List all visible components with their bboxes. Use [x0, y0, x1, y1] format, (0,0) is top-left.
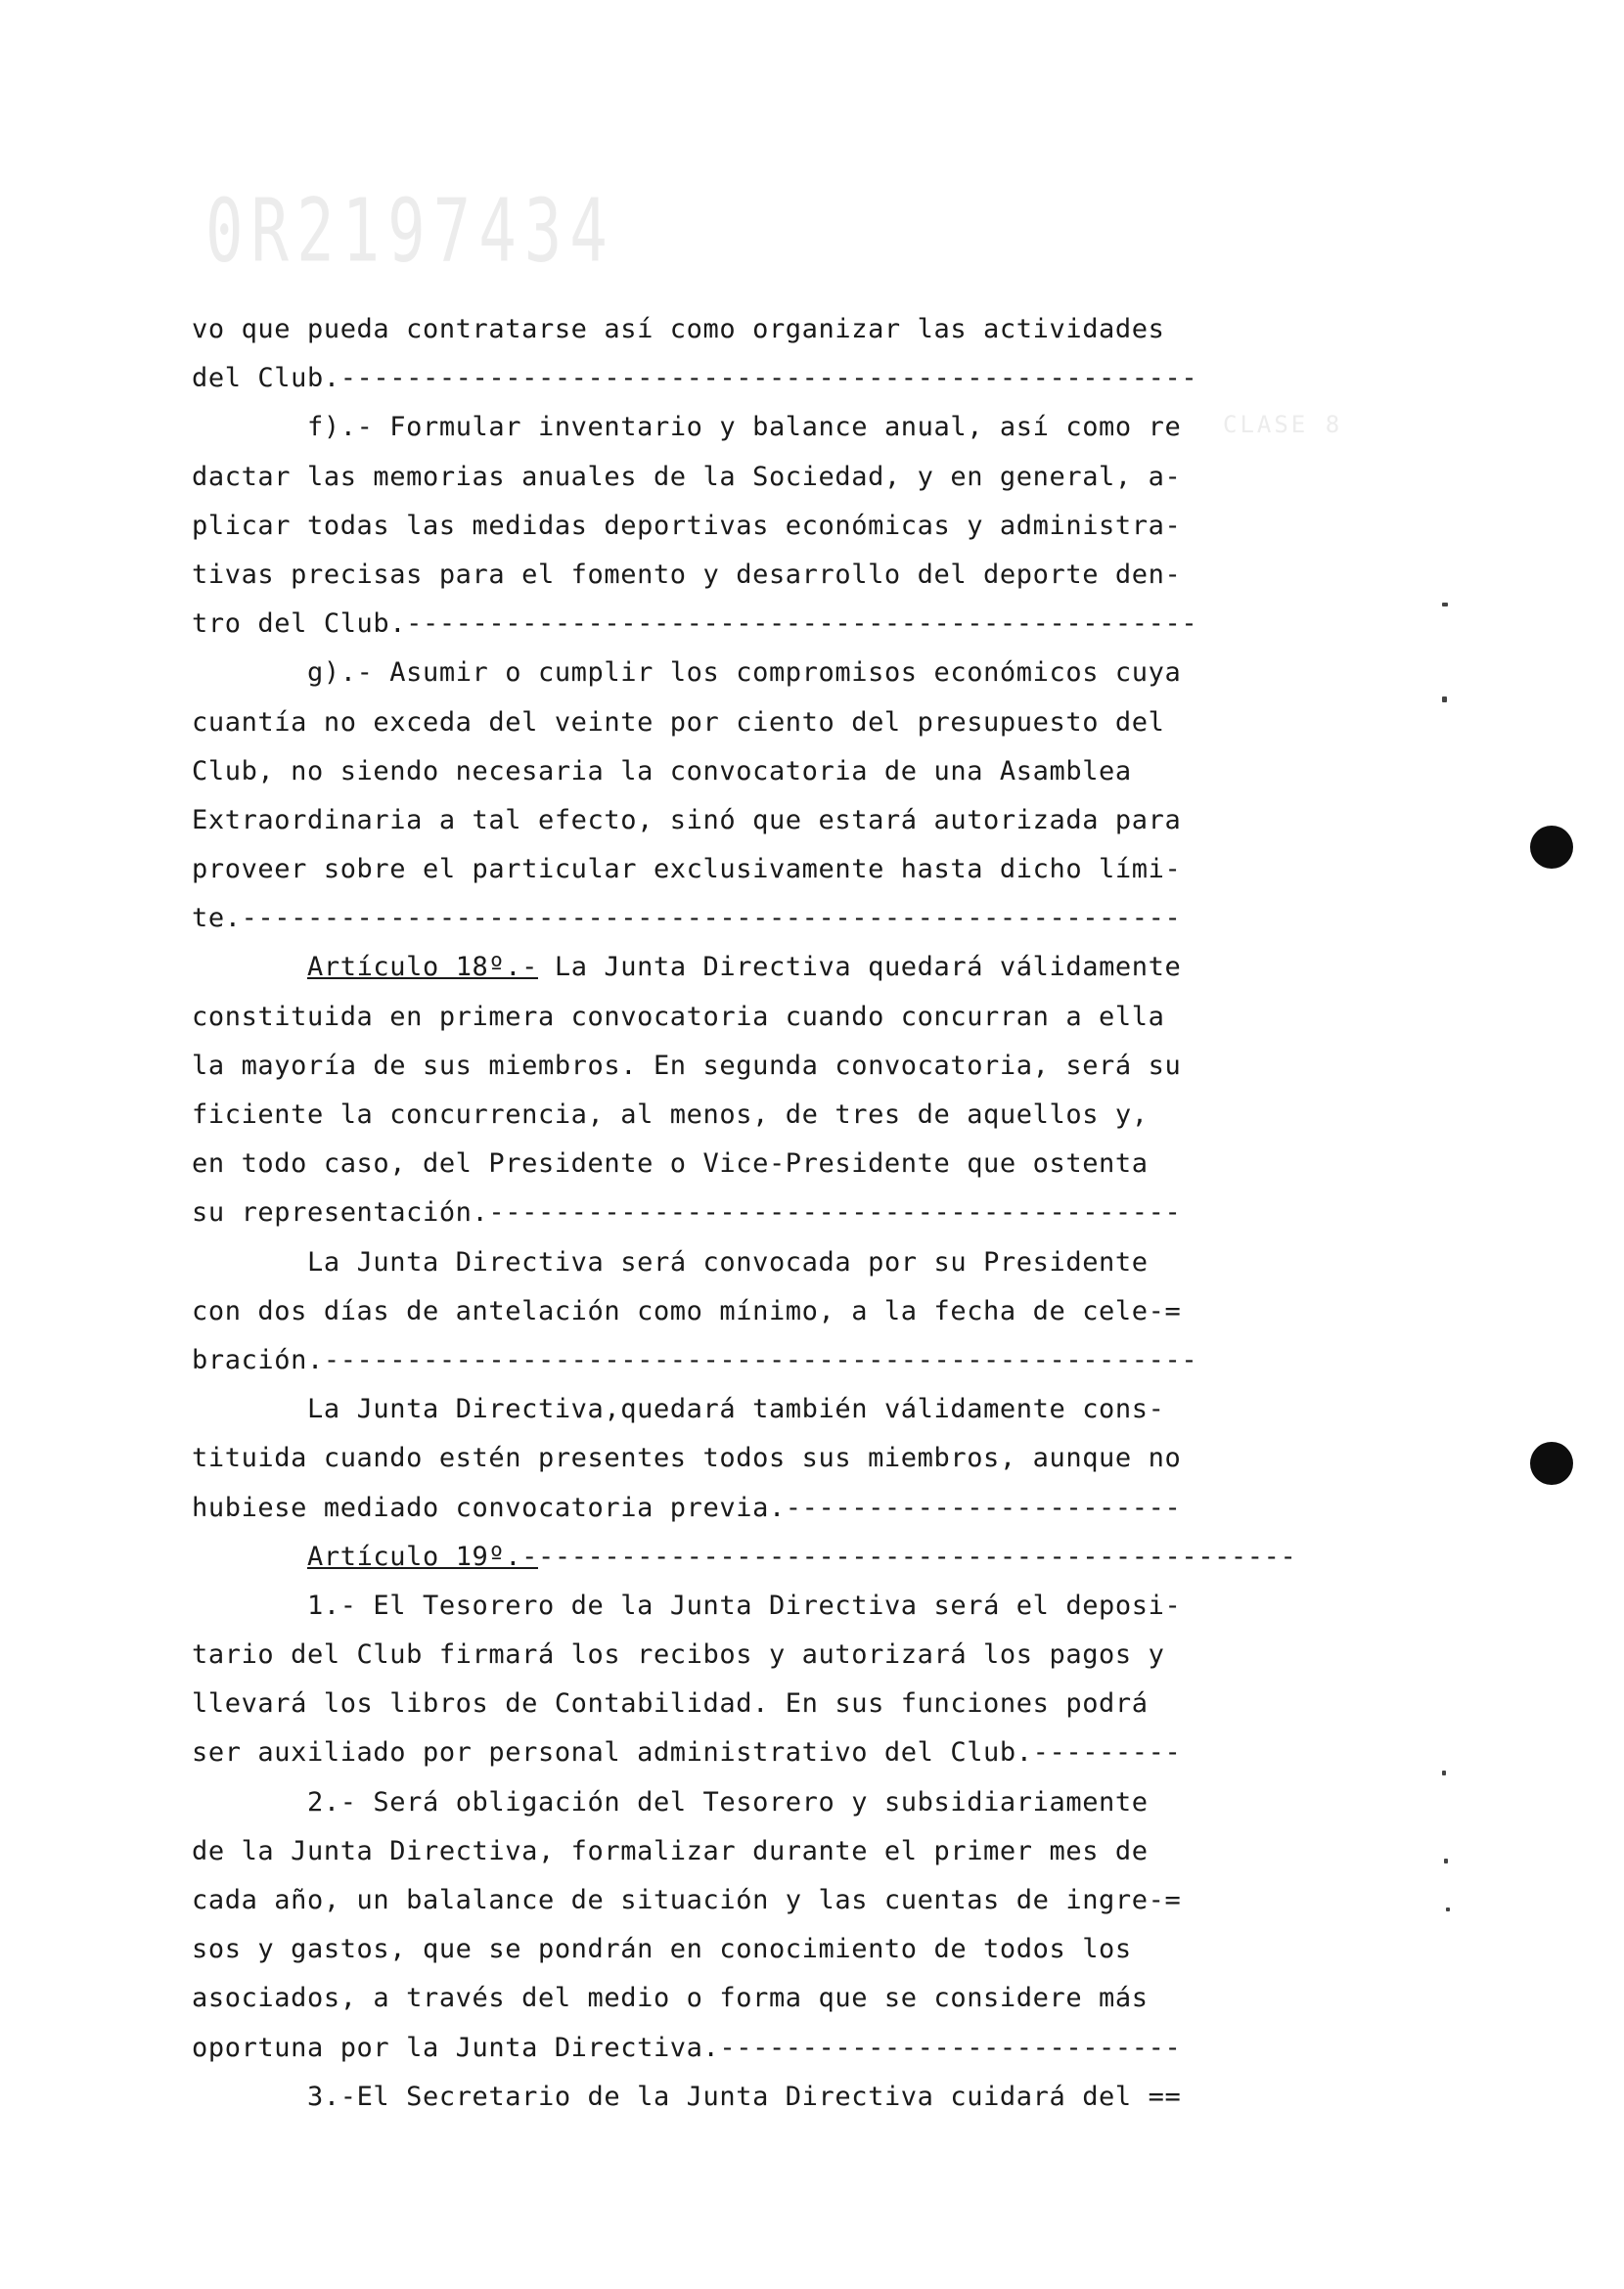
punch-hole — [1530, 826, 1573, 869]
text-line-rest: ---------------------------------------------- — [537, 1541, 1297, 1572]
article-heading: Artículo 19º.- — [307, 1541, 538, 1572]
text-line: en todo caso, del Presidente o Vice-Presidente que ostenta — [192, 1148, 1149, 1180]
text-line: de la Junta Directiva, formalizar durante el primer mes de — [192, 1835, 1149, 1866]
text-line — [192, 943, 1180, 992]
text-line: su representación.------------------------------------------ — [192, 1197, 1182, 1229]
article-heading: Artículo 18º.- — [307, 952, 538, 983]
text-line: bración.----------------------------------------------------- — [192, 1344, 1198, 1375]
text-line: cada año, un balalance de situación y las cuentas de ingre-= — [192, 1885, 1182, 1915]
text-line: cuantía no exceda del veinte por ciento del presupuesto del — [192, 706, 1165, 738]
speck — [1442, 1771, 1446, 1775]
text-line: plicar todas las medidas deportivas económicas y administra- — [192, 510, 1182, 541]
speck — [1446, 1908, 1450, 1911]
text-line: ficiente la concurrencia, al menos, de tres de aquellos y, — [192, 1100, 1149, 1130]
text-line: Extraordinaria a tal efecto, sinó que estará autorizada para — [192, 804, 1182, 835]
text-line: sos y gastos, que se pondrán en conocimiento de todos los — [192, 1934, 1132, 1965]
text-line: tro del Club.------------------------------------------------ — [192, 608, 1198, 640]
text-line: ser auxiliado por personal administrativo del Club.--------- — [192, 1737, 1182, 1769]
text-line: tituida cuando estén presentes todos sus miembros, aunque no — [192, 1443, 1182, 1474]
text-line — [192, 1533, 1297, 1582]
text-line: con dos días de antelación como mínimo, a la fecha de cele-= — [192, 1295, 1182, 1326]
text-line: del Club.---------------------------------------------------- — [192, 363, 1198, 394]
text-line: llevará los libros de Contabilidad. En sus funciones podrá — [192, 1688, 1149, 1720]
watermark-serial: 0R2197434 — [205, 181, 615, 283]
speck — [1442, 696, 1447, 702]
text-line: hubiese mediado convocatoria previa.------------------------ — [192, 1492, 1182, 1523]
text-line: te.--------------------------------------------------------- — [192, 903, 1182, 934]
text-line: g).- Asumir o cumplir los compromisos económicos cuya — [307, 657, 1182, 689]
text-line: 1.- El Tesorero de la Junta Directiva será el deposi- — [307, 1590, 1182, 1621]
text-line: vo que pueda contratarse así como organizar las actividades — [192, 314, 1165, 344]
text-line: tivas precisas para el fomento y desarrollo del deporte den- — [192, 559, 1182, 590]
speck — [1444, 1859, 1448, 1863]
text-line: Club, no siendo necesaria la convocatoria de una Asamblea — [192, 755, 1132, 786]
text-line-rest: La Junta Directiva quedará válidamente — [537, 952, 1182, 983]
text-line: constituida en primera convocatoria cuando concurran a ella — [192, 1001, 1165, 1032]
text-line: tario del Club firmará los recibos y autorizará los pagos y — [192, 1639, 1165, 1671]
speck — [1442, 603, 1448, 606]
text-line: la mayoría de sus miembros. En segunda convocatoria, será su — [192, 1050, 1182, 1081]
text-line: f).- Formular inventario y balance anual, así como re — [307, 412, 1182, 443]
text-line: proveer sobre el particular exclusivamente hasta dicho lími- — [192, 854, 1182, 885]
text-line: 2.- Será obligación del Tesorero y subsidiariamente — [307, 1786, 1149, 1818]
text-line: asociados, a través del medio o forma que se considere más — [192, 1983, 1149, 2014]
text-line: 3.-El Secretario de la Junta Directiva cuidará del == — [307, 2081, 1182, 2112]
text-line: La Junta Directiva,quedará también válidamente cons- — [307, 1394, 1165, 1425]
text-line: La Junta Directiva será convocada por su Presidente — [307, 1246, 1149, 1278]
watermark-side-text: CLASE 8 — [1223, 411, 1343, 438]
punch-hole — [1530, 1442, 1573, 1485]
text-line: dactar las memorias anuales de la Sociedad, y en general, a- — [192, 461, 1182, 492]
text-line: oportuna por la Junta Directiva.---------------------------- — [192, 2032, 1182, 2063]
